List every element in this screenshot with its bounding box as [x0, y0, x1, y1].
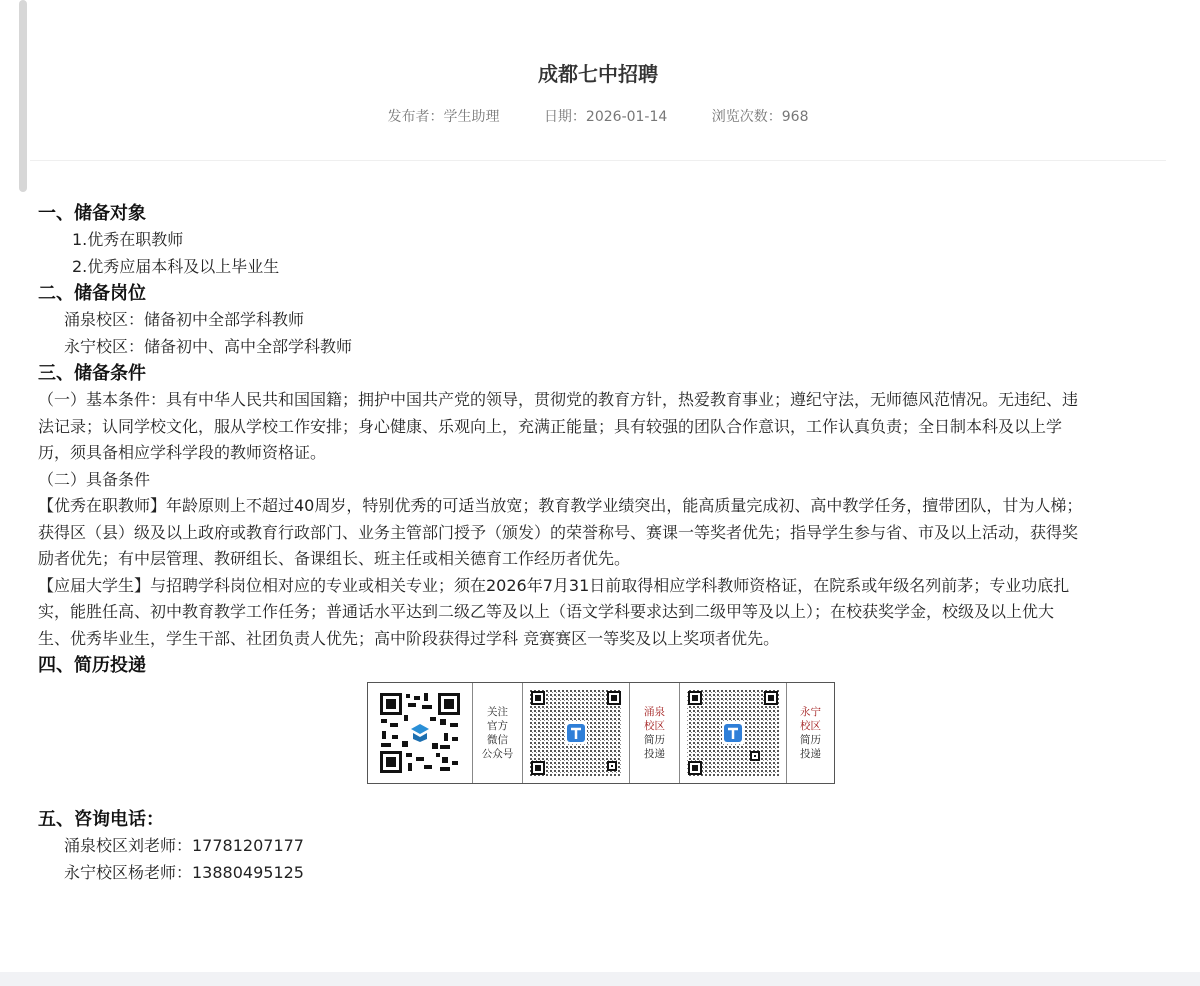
qr-caption-text: 校区 — [644, 720, 665, 732]
target-item: 1.优秀在职教师 — [72, 230, 184, 249]
footer-bar — [0, 972, 1200, 986]
article-meta — [30, 106, 1166, 126]
position-item: 永宁校区：储备初中、高中全部学科教师 — [64, 336, 353, 356]
qr-caption-text: 微信 — [487, 734, 508, 746]
date-label: 日期：2026-01-14 — [543, 109, 668, 125]
yongquan-qr-code[interactable] — [523, 683, 630, 783]
qr-code-icon — [687, 690, 779, 776]
yongquan-caption — [630, 683, 680, 783]
section-heading-conditions: 三、储备条件 — [38, 363, 146, 384]
yongning-caption — [787, 683, 834, 783]
section-heading-targets: 一、储备对象 — [38, 203, 146, 224]
qr-code-icon — [378, 691, 462, 775]
qr-caption-text: 官方 — [487, 720, 508, 732]
wechat-qr-code[interactable] — [368, 683, 473, 783]
qr-caption-text: 校区 — [800, 720, 821, 732]
yongning-qr-code[interactable] — [680, 683, 787, 783]
article-body — [38, 200, 1163, 886]
condition-line: 励者优先；有中层管理、教研组长、备课组长、班主任或相关德育工作经历者优先。 — [38, 549, 631, 568]
qr-caption-text: 投递 — [644, 748, 665, 760]
condition-line: （一）基本条件：具有中华人民共和国国籍；拥护中国共产党的领导，贯彻党的教育方针，热爱教育事业；遵纪守法，无师德风范情况。无违纪、违 — [38, 390, 1079, 409]
qr-caption-text: 简历 — [800, 734, 821, 746]
condition-line: 获得区（县）级及以上政府或教育行政部门、业务主管部门授予（颁发）的荣誉称号、赛课一等奖者优先；指导学生参与省、市及以上活动，获得奖 — [38, 522, 1079, 542]
condition-line: 生、优秀毕业生，学生干部、社团负责人优先；高中阶段获得过学科 竞赛赛区一等奖及以上奖项者优先。 — [38, 628, 780, 648]
qr-code-panel — [367, 682, 835, 784]
position-item: 涌泉校区：储备初中全部学科教师 — [64, 310, 305, 329]
qr-code-row — [38, 682, 1163, 786]
qr-caption-text: 投递 — [800, 748, 821, 760]
contact-item: 涌泉校区刘老师：17781207177 — [64, 836, 304, 855]
page-title: 成都七中招聘 — [538, 62, 658, 86]
qr-caption-text: 永宁 — [800, 706, 821, 718]
article-header — [30, 0, 1166, 161]
condition-line: （二）具备条件 — [38, 469, 151, 489]
condition-line: 【应届大学生】与招聘学科岗位相对应的专业或相关专业；须在2026年7月31日前取得相应学科教师资格证，在院系或年级名列前茅；专业功底扎 — [38, 575, 1070, 595]
wechat-caption — [473, 683, 523, 783]
publisher-label: 发布者：学生助理 — [387, 109, 500, 125]
contact-item: 永宁校区杨老师：13880495125 — [64, 862, 304, 882]
qr-caption-text: 关注 — [487, 706, 508, 718]
target-item: 2.优秀应届本科及以上毕业生 — [72, 256, 280, 276]
condition-line: 【优秀在职教师】年龄原则上不超过40周岁，特别优秀的可适当放宽；教育教学业绩突出，能高质量完成初、高中教学任务，擅带团队，甘为人梯； — [38, 496, 1083, 515]
section-heading-contact: 五、咨询电话： — [38, 809, 164, 830]
scrollbar-thumb[interactable] — [19, 0, 27, 192]
qr-caption-text: 公众号 — [481, 748, 514, 760]
section-heading-positions: 二、储备岗位 — [38, 283, 146, 304]
condition-line: 法记录；认同学校文化，服从学校工作安排；身心健康、乐观向上，充满正能量；具有较强的团队合作意识，工作认真负责；全日制本科及以上学 — [38, 416, 1063, 436]
qr-caption-text: 简历 — [644, 734, 665, 746]
qr-code-icon — [530, 690, 622, 776]
condition-line: 实，能胜任高、初中教育教学工作任务；普通话水平达到二级乙等及以上（语文学科要求达到二级甲等及以上）；在校获奖学金，校级及以上优大 — [38, 602, 1055, 621]
condition-line: 历，须具备相应学科学段的教师资格证。 — [38, 443, 327, 462]
views-label: 浏览次数：968 — [711, 109, 809, 125]
section-heading-resume: 四、简历投递 — [38, 655, 146, 676]
qr-caption-text: 涌泉 — [644, 706, 665, 718]
